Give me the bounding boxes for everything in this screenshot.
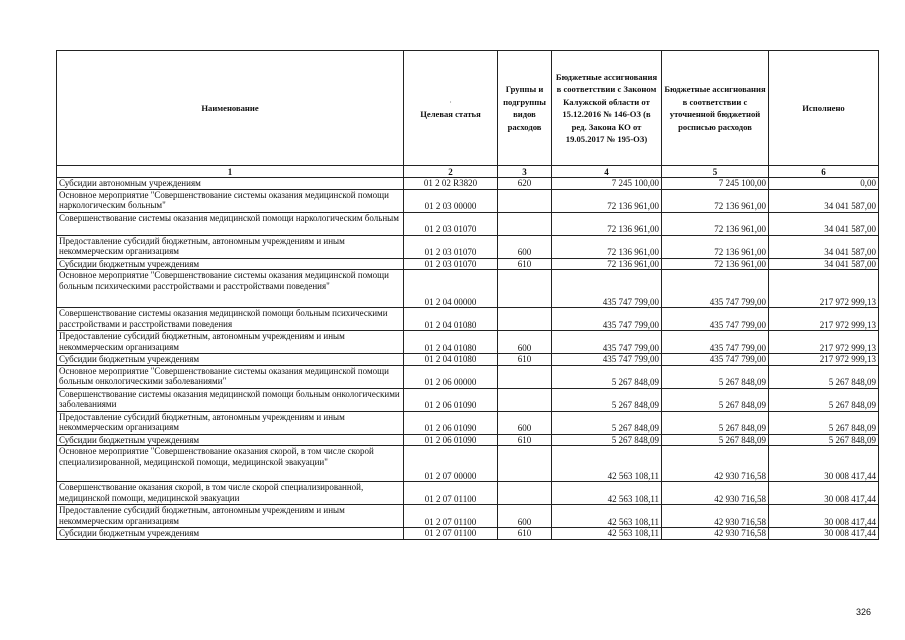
row-target-code-cell: 01 2 04 01080 bbox=[404, 354, 498, 366]
table-row bbox=[57, 354, 879, 366]
row-target-code-cell: 01 2 06 01090 bbox=[404, 411, 498, 434]
row-expense-group-cell: 620 bbox=[498, 178, 552, 190]
row-executed-amount-cell: 5 267 848,09 bbox=[769, 365, 879, 388]
row-executed-amount-cell: 5 267 848,09 bbox=[769, 388, 879, 411]
row-expense-group-cell: 610 bbox=[498, 434, 552, 446]
row-name-cell: Субсидии бюджетным учреждениям bbox=[57, 434, 404, 446]
row-refined-amount-cell: 42 930 716,58 bbox=[662, 446, 769, 482]
row-target-code-cell: 01 2 07 01100 bbox=[404, 505, 498, 528]
row-law-amount-cell: 72 136 961,00 bbox=[552, 212, 662, 235]
column-number: 4 bbox=[552, 166, 662, 178]
row-name-cell: Субсидии бюджетным учреждениям bbox=[57, 528, 404, 540]
budget-report-sheet bbox=[56, 50, 879, 540]
row-target-code-cell: 01 2 07 01100 bbox=[404, 528, 498, 540]
table-row bbox=[57, 411, 879, 434]
row-name-cell: Субсидии автономным учреждениям bbox=[57, 178, 404, 190]
header-target-article bbox=[404, 51, 498, 166]
table-row bbox=[57, 446, 879, 482]
table-row bbox=[57, 365, 879, 388]
row-refined-amount-cell: 435 747 799,00 bbox=[662, 354, 769, 366]
row-target-code-cell: 01 2 04 00000 bbox=[404, 270, 498, 308]
row-name-cell: Предоставление субсидий бюджетным, автономным учреждениям и иным некоммерческим организациям bbox=[57, 331, 404, 354]
header-target-label: Целевая статья bbox=[420, 109, 481, 119]
table-body bbox=[57, 178, 879, 540]
row-executed-amount-cell: 0,00 bbox=[769, 178, 879, 190]
row-target-code-cell: 01 2 02 R3820 bbox=[404, 178, 498, 190]
row-expense-group-cell: 600 bbox=[498, 411, 552, 434]
table-row bbox=[57, 178, 879, 190]
row-refined-amount-cell: 42 930 716,58 bbox=[662, 528, 769, 540]
row-refined-amount-cell: 5 267 848,09 bbox=[662, 434, 769, 446]
budget-table bbox=[56, 50, 879, 540]
row-law-amount-cell: 72 136 961,00 bbox=[552, 258, 662, 270]
table-row bbox=[57, 528, 879, 540]
table-row bbox=[57, 308, 879, 331]
row-executed-amount-cell: 217 972 999,13 bbox=[769, 331, 879, 354]
row-law-amount-cell: 435 747 799,00 bbox=[552, 270, 662, 308]
table-header bbox=[57, 51, 879, 178]
row-law-amount-cell: 72 136 961,00 bbox=[552, 235, 662, 258]
column-number-row bbox=[57, 166, 879, 178]
row-executed-amount-cell: 34 041 587,00 bbox=[769, 235, 879, 258]
table-row bbox=[57, 482, 879, 505]
column-number: 6 bbox=[769, 166, 879, 178]
row-executed-amount-cell: 34 041 587,00 bbox=[769, 189, 879, 212]
header-mark: · bbox=[449, 96, 452, 107]
row-refined-amount-cell: 435 747 799,00 bbox=[662, 270, 769, 308]
row-expense-group-cell: 600 bbox=[498, 331, 552, 354]
column-number: 1 bbox=[57, 166, 404, 178]
row-law-amount-cell: 42 563 108,11 bbox=[552, 505, 662, 528]
row-refined-amount-cell: 435 747 799,00 bbox=[662, 331, 769, 354]
row-target-code-cell: 01 2 03 01070 bbox=[404, 258, 498, 270]
row-name-cell: Предоставление субсидий бюджетным, автономным учреждениям и иным некоммерческим организациям bbox=[57, 235, 404, 258]
row-target-code-cell: 01 2 04 01080 bbox=[404, 331, 498, 354]
row-expense-group-cell bbox=[498, 212, 552, 235]
table-row bbox=[57, 505, 879, 528]
header-law-allocations: Бюджетные ассигнования в соответствии с Законом Калужской области от 15.12.2016 № 146-ОЗ (в ред. Закона КО от 19.05.2017 № 195-ОЗ) bbox=[552, 51, 662, 166]
row-refined-amount-cell: 5 267 848,09 bbox=[662, 411, 769, 434]
table-row bbox=[57, 212, 879, 235]
row-law-amount-cell: 72 136 961,00 bbox=[552, 189, 662, 212]
row-name-cell: Совершенствование системы оказания медицинской помощи больным психическими расстройствами и расстройствами поведения bbox=[57, 308, 404, 331]
header-executed: Исполнено bbox=[769, 51, 879, 166]
row-name-cell: Совершенствование оказания скорой, в том числе скорой специализированной, медицинской помощи, медицинской эвакуации bbox=[57, 482, 404, 505]
page-number: 326 bbox=[856, 607, 872, 617]
row-name-cell: Основное мероприятие "Совершенствование системы оказания медицинской помощи наркологическим больным" bbox=[57, 189, 404, 212]
row-name-cell: Совершенствование системы оказания медицинской помощи больным онкологическими заболеваниями bbox=[57, 388, 404, 411]
row-refined-amount-cell: 7 245 100,00 bbox=[662, 178, 769, 190]
row-expense-group-cell bbox=[498, 388, 552, 411]
row-executed-amount-cell: 5 267 848,09 bbox=[769, 411, 879, 434]
row-name-cell: Совершенствование системы оказания медицинской помощи наркологическим больным bbox=[57, 212, 404, 235]
table-row bbox=[57, 189, 879, 212]
row-executed-amount-cell: 217 972 999,13 bbox=[769, 308, 879, 331]
row-law-amount-cell: 5 267 848,09 bbox=[552, 411, 662, 434]
row-name-cell: Субсидии бюджетным учреждениям bbox=[57, 258, 404, 270]
table-row bbox=[57, 388, 879, 411]
column-number: 5 bbox=[662, 166, 769, 178]
table-row bbox=[57, 331, 879, 354]
row-refined-amount-cell: 72 136 961,00 bbox=[662, 235, 769, 258]
row-executed-amount-cell: 34 041 587,00 bbox=[769, 212, 879, 235]
row-expense-group-cell bbox=[498, 365, 552, 388]
row-refined-amount-cell: 72 136 961,00 bbox=[662, 258, 769, 270]
row-expense-group-cell bbox=[498, 308, 552, 331]
row-refined-amount-cell: 72 136 961,00 bbox=[662, 189, 769, 212]
row-executed-amount-cell: 5 267 848,09 bbox=[769, 434, 879, 446]
row-expense-group-cell bbox=[498, 446, 552, 482]
row-law-amount-cell: 435 747 799,00 bbox=[552, 308, 662, 331]
header-name: Наименование bbox=[57, 51, 404, 166]
row-target-code-cell: 01 2 06 01090 bbox=[404, 388, 498, 411]
row-expense-group-cell: 610 bbox=[498, 354, 552, 366]
table-row bbox=[57, 235, 879, 258]
row-target-code-cell: 01 2 03 01070 bbox=[404, 235, 498, 258]
row-executed-amount-cell: 30 008 417,44 bbox=[769, 528, 879, 540]
row-name-cell: Основное мероприятие "Совершенствование оказания скорой, в том числе скорой специализированной, медицинской помощи, медицинской эвакуации" bbox=[57, 446, 404, 482]
row-name-cell: Предоставление субсидий бюджетным, автономным учреждениям и иным некоммерческим организациям bbox=[57, 505, 404, 528]
table-row bbox=[57, 270, 879, 308]
row-law-amount-cell: 42 563 108,11 bbox=[552, 446, 662, 482]
row-expense-group-cell: 600 bbox=[498, 505, 552, 528]
row-refined-amount-cell: 435 747 799,00 bbox=[662, 308, 769, 331]
row-law-amount-cell: 5 267 848,09 bbox=[552, 434, 662, 446]
table-row bbox=[57, 434, 879, 446]
row-refined-amount-cell: 42 930 716,58 bbox=[662, 482, 769, 505]
row-target-code-cell: 01 2 06 01090 bbox=[404, 434, 498, 446]
row-refined-amount-cell: 42 930 716,58 bbox=[662, 505, 769, 528]
row-law-amount-cell: 5 267 848,09 bbox=[552, 365, 662, 388]
row-target-code-cell: 01 2 07 00000 bbox=[404, 446, 498, 482]
row-executed-amount-cell: 34 041 587,00 bbox=[769, 258, 879, 270]
row-law-amount-cell: 435 747 799,00 bbox=[552, 354, 662, 366]
row-refined-amount-cell: 72 136 961,00 bbox=[662, 212, 769, 235]
row-name-cell: Предоставление субсидий бюджетным, автономным учреждениям и иным некоммерческим организациям bbox=[57, 411, 404, 434]
row-name-cell: Основное мероприятие "Совершенствование системы оказания медицинской помощи больным психическими расстройствами и расстройствами поведения" bbox=[57, 270, 404, 308]
row-executed-amount-cell: 217 972 999,13 bbox=[769, 354, 879, 366]
row-name-cell: Основное мероприятие "Совершенствование системы оказания медицинской помощи больным онкологическими заболеваниями" bbox=[57, 365, 404, 388]
row-name-cell: Субсидии бюджетным учреждениям bbox=[57, 354, 404, 366]
row-target-code-cell: 01 2 04 01080 bbox=[404, 308, 498, 331]
row-target-code-cell: 01 2 03 00000 bbox=[404, 189, 498, 212]
row-executed-amount-cell: 30 008 417,44 bbox=[769, 482, 879, 505]
row-law-amount-cell: 435 747 799,00 bbox=[552, 331, 662, 354]
row-target-code-cell: 01 2 03 01070 bbox=[404, 212, 498, 235]
header-refined-allocations: Бюджетные ассигнования в соответствии с уточненной бюджетной росписью расходов bbox=[662, 51, 769, 166]
header-expense-groups: Группы и подгруппы видов расходов bbox=[498, 51, 552, 166]
row-target-code-cell: 01 2 07 01100 bbox=[404, 482, 498, 505]
row-executed-amount-cell: 30 008 417,44 bbox=[769, 505, 879, 528]
row-refined-amount-cell: 5 267 848,09 bbox=[662, 388, 769, 411]
row-law-amount-cell: 42 563 108,11 bbox=[552, 482, 662, 505]
column-number: 2 bbox=[404, 166, 498, 178]
row-refined-amount-cell: 5 267 848,09 bbox=[662, 365, 769, 388]
row-expense-group-cell: 610 bbox=[498, 528, 552, 540]
table-row bbox=[57, 258, 879, 270]
row-expense-group-cell: 600 bbox=[498, 235, 552, 258]
row-executed-amount-cell: 217 972 999,13 bbox=[769, 270, 879, 308]
row-target-code-cell: 01 2 06 00000 bbox=[404, 365, 498, 388]
row-law-amount-cell: 5 267 848,09 bbox=[552, 388, 662, 411]
row-executed-amount-cell: 30 008 417,44 bbox=[769, 446, 879, 482]
column-number: 3 bbox=[498, 166, 552, 178]
row-law-amount-cell: 7 245 100,00 bbox=[552, 178, 662, 190]
row-expense-group-cell: 610 bbox=[498, 258, 552, 270]
row-expense-group-cell bbox=[498, 482, 552, 505]
row-law-amount-cell: 42 563 108,11 bbox=[552, 528, 662, 540]
row-expense-group-cell bbox=[498, 270, 552, 308]
row-expense-group-cell bbox=[498, 189, 552, 212]
